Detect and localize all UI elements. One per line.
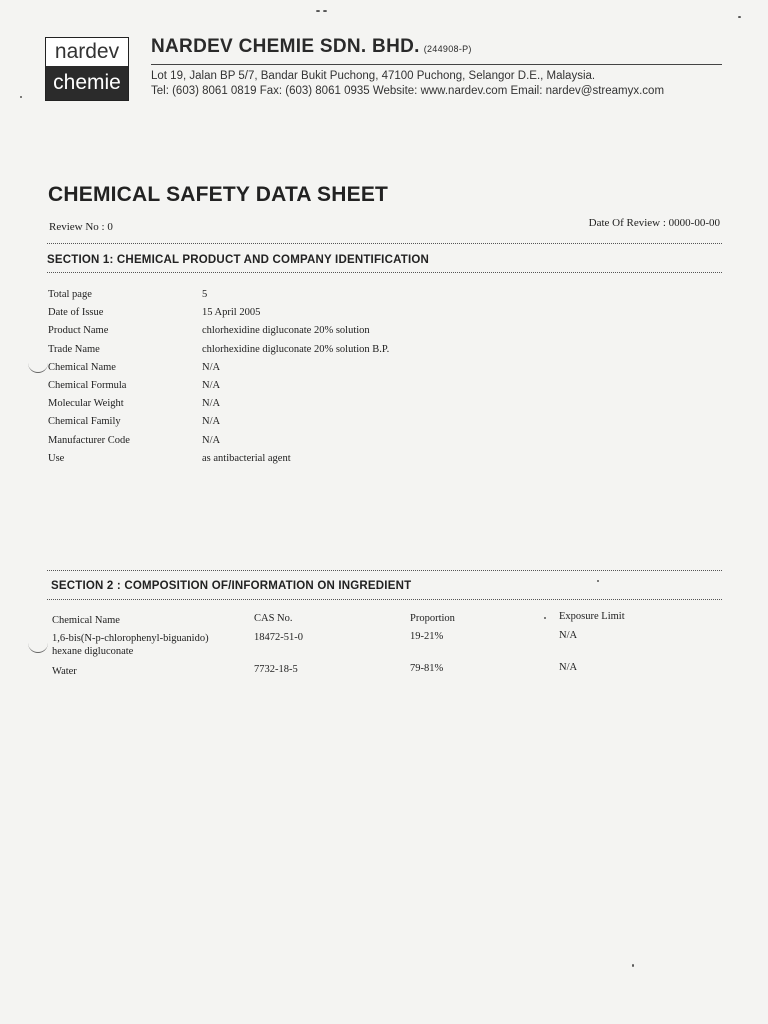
field-value: chlorhexidine digluconate 20% solution xyxy=(202,325,370,337)
scan-artifact xyxy=(28,642,48,653)
scan-artifact xyxy=(20,96,22,98)
logo-text-bottom: chemie xyxy=(46,66,128,100)
column-header-chemical-name: Chemical Name xyxy=(52,615,120,626)
field-label: Manufacturer Code xyxy=(48,434,130,446)
section2-heading: SECTION 2 : COMPOSITION OF/INFORMATION ON INGREDIENT xyxy=(51,580,412,592)
section2-top-rule xyxy=(47,570,722,571)
scan-artifact xyxy=(632,964,634,967)
field-label: Use xyxy=(48,452,65,464)
field-value: N/A xyxy=(202,416,221,428)
field-label: Total page xyxy=(48,289,92,300)
scan-artifact xyxy=(597,580,599,582)
company-name xyxy=(151,36,472,58)
company-contact: Tel: (603) 8061 0819 Fax: (603) 8061 0935 Website: www.nardev.com Email: nardev@streamyx.com xyxy=(151,85,665,97)
field-value: as antibacterial agent xyxy=(202,452,291,464)
company-reg-no: (244908-P) xyxy=(423,44,472,54)
ingredient-proportion: 79-81% xyxy=(410,663,444,674)
ingredient-cas: 18472-51-0 xyxy=(254,632,303,643)
field-label: Product Name xyxy=(48,325,109,337)
header-rule xyxy=(151,64,722,65)
scan-artifact xyxy=(738,16,741,18)
scan-artifact xyxy=(28,362,48,373)
field-value: N/A xyxy=(202,361,221,373)
ingredient-name-line1: 1,6-bis(N-p-chlorophenyl-biguanido) xyxy=(52,633,209,644)
scan-artifact xyxy=(316,10,320,12)
company-address: Lot 19, Jalan BP 5/7, Bandar Bukit Puchong, 47100 Puchong, Selangor D.E., Malaysia. xyxy=(151,70,596,82)
field-label: Molecular Weight xyxy=(48,398,124,410)
ingredient-proportion: 19-21% xyxy=(410,631,444,642)
company-logo xyxy=(45,37,129,101)
company-name-text: NARDEV CHEMIE SDN. BHD. xyxy=(151,36,420,57)
field-label: Chemical Name xyxy=(48,361,116,373)
field-value: 5 xyxy=(202,289,208,300)
scan-artifact xyxy=(544,617,546,619)
section2-bottom-rule xyxy=(47,599,722,600)
field-value: N/A xyxy=(202,398,221,410)
column-header-cas-no: CAS No. xyxy=(254,613,293,624)
ingredient-name-line2: hexane digluconate xyxy=(52,646,134,657)
ingredient-exposure-limit: N/A xyxy=(559,630,578,641)
logo-text-top: nardev xyxy=(46,38,128,66)
section1-heading: SECTION 1: CHEMICAL PRODUCT AND COMPANY IDENTIFICATION xyxy=(47,254,430,266)
scan-artifact xyxy=(323,10,327,12)
column-header-exposure-limit: Exposure Limit xyxy=(559,611,625,622)
field-value: N/A xyxy=(202,434,221,446)
field-value: 15 April 2005 xyxy=(202,307,261,319)
section1-top-rule xyxy=(47,243,722,244)
section1-bottom-rule xyxy=(47,272,722,273)
field-label: Chemical Family xyxy=(48,416,121,428)
ingredient-exposure-limit: N/A xyxy=(559,662,578,673)
field-value: N/A xyxy=(202,379,221,391)
document-title: CHEMICAL SAFETY DATA SHEET xyxy=(48,183,389,206)
field-value: chlorhexidine digluconate 20% solution B.P. xyxy=(202,343,390,355)
ingredient-name-line1: Water xyxy=(52,666,77,677)
date-of-review: Date Of Review : 0000-00-00 xyxy=(588,217,720,229)
field-label: Trade Name xyxy=(48,343,100,355)
field-label: Chemical Formula xyxy=(48,379,127,391)
column-header-proportion: Proportion xyxy=(410,613,455,624)
review-number: Review No : 0 xyxy=(49,221,113,233)
field-label: Date of Issue xyxy=(48,307,104,319)
ingredient-cas: 7732-18-5 xyxy=(254,664,298,675)
